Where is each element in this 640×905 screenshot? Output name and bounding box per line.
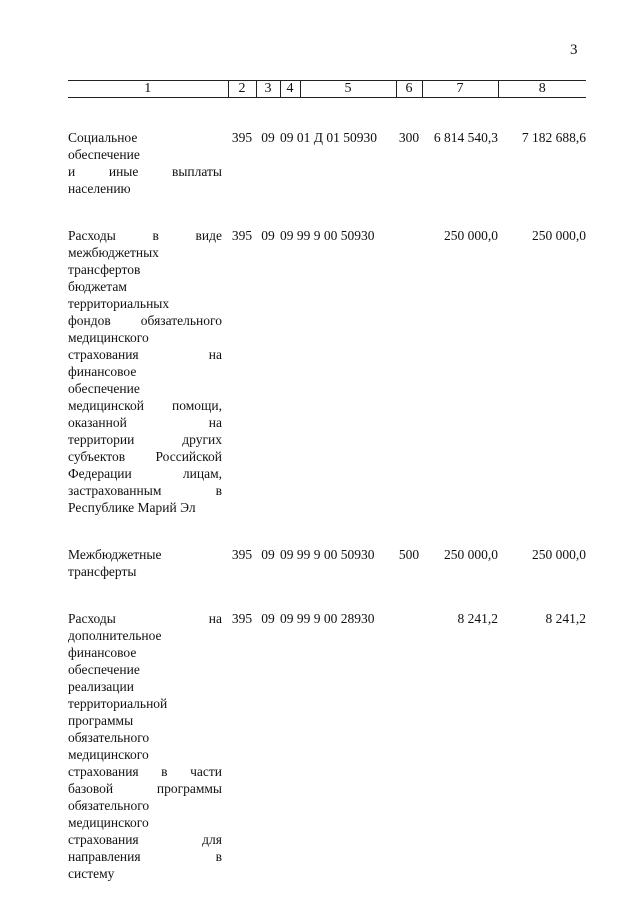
- row-cell-c3: 09: [261, 228, 275, 243]
- budget-table: [68, 80, 586, 882]
- row-name-line: направления в: [68, 849, 222, 864]
- row-name-line: трансферты: [68, 564, 137, 579]
- row-cell-c6: [396, 610, 422, 882]
- row-cell-c6: 300: [398, 130, 420, 145]
- row-name-line: медицинской помощи,: [68, 398, 222, 413]
- row-name-line: оказанной на: [68, 415, 222, 430]
- row-name-line: дополнительное: [68, 628, 162, 643]
- row-name-line: обеспечение: [68, 662, 140, 677]
- row-spacer: [68, 580, 586, 610]
- row-spacer-cell: [68, 580, 586, 610]
- row-name-line: программы: [68, 713, 134, 728]
- row-name-line: фондов обязательного: [68, 313, 222, 328]
- header-row: [68, 81, 586, 98]
- header-col-5: 5: [300, 81, 396, 98]
- row-name-line: медицинского: [68, 747, 149, 762]
- row-name-line: обязательного: [68, 798, 150, 813]
- row-name-line: страхования на: [68, 347, 222, 362]
- row-cell-c3: 09: [261, 130, 275, 145]
- row-name-line: территориальной: [68, 696, 168, 711]
- row-name-line: субъектов Российской: [68, 449, 222, 464]
- row-spacer: [68, 516, 586, 546]
- row-name-line: финансовое: [68, 645, 137, 660]
- row-cell-c45: 09 99 9 00 50930: [280, 228, 375, 243]
- row-spacer-cell: [68, 98, 586, 130]
- row-name-line: Межбюджетные: [68, 547, 162, 562]
- row-cell-c8: 250 000,0: [532, 228, 586, 243]
- row-name-line: обеспечение: [68, 381, 140, 396]
- row-cell-c7: 6 814 540,3: [433, 130, 498, 145]
- table-row: [68, 227, 586, 516]
- row-name-line: медицинского: [68, 815, 149, 830]
- header-col-6: 6: [396, 81, 422, 98]
- row-cell-c45: 09 99 9 00 50930: [280, 547, 375, 562]
- row-cell-c8: 250 000,0: [532, 547, 586, 562]
- row-cell-c2: 395: [231, 547, 253, 562]
- row-name-line: обеспечение: [68, 147, 140, 162]
- header-col-3: 3: [256, 81, 280, 98]
- row-cell-c3: 09: [261, 611, 275, 626]
- row-name-line: страхования для: [68, 832, 222, 847]
- row-name-line: застрахованным в: [68, 483, 222, 498]
- row-name-line: населению: [68, 181, 131, 196]
- row-cell-c6: 500: [398, 547, 420, 562]
- row-cell-c2: 395: [231, 228, 253, 243]
- row-name-line: Республике Марий Эл: [68, 500, 196, 515]
- header-col-2: 2: [228, 81, 256, 98]
- row-name-line: базовой программы: [68, 781, 222, 796]
- header-col-1: 1: [68, 81, 228, 98]
- row-cell-c45: 09 99 9 00 28930: [280, 611, 375, 626]
- row-name-line: реализации: [68, 679, 134, 694]
- row-cell-c7: 8 241,2: [457, 611, 498, 626]
- row-cell-c45: 09 01 Д 01 50930: [280, 130, 377, 145]
- row-name-cell: [68, 610, 228, 882]
- row-cell-c8: 8 241,2: [545, 611, 586, 626]
- row-cell-c8: 7 182 688,6: [521, 130, 586, 145]
- row-name-line: Федерации лицам,: [68, 466, 222, 481]
- row-name-line: территории других: [68, 432, 222, 447]
- table-header: [68, 81, 586, 98]
- row-cell-c2: 395: [231, 130, 253, 145]
- page-number: 3: [570, 42, 578, 58]
- table-row: [68, 129, 586, 197]
- row-cell-c7: 250 000,0: [444, 228, 498, 243]
- row-name-line: Расходы на: [68, 611, 222, 626]
- row-name-cell: [68, 546, 228, 580]
- row-name-line: систему: [68, 866, 115, 881]
- row-name-line: Социальное: [68, 130, 138, 145]
- table-row: [68, 546, 586, 580]
- header-col-4: 4: [280, 81, 300, 98]
- row-name-line: медицинского: [68, 330, 149, 345]
- row-spacer: [68, 98, 586, 130]
- row-name-line: трансфертов: [68, 262, 141, 277]
- row-name-line: межбюджетных: [68, 245, 159, 260]
- row-name-line: территориальных: [68, 296, 170, 311]
- row-cell-c6: [396, 227, 422, 516]
- header-col-8: 8: [498, 81, 586, 98]
- row-cell-c2: 395: [231, 611, 253, 626]
- header-col-7: 7: [422, 81, 498, 98]
- row-name-cell: [68, 227, 228, 516]
- row-spacer: [68, 197, 586, 227]
- row-name-line: страхования в части: [68, 764, 222, 779]
- row-cell-c3: 09: [261, 547, 275, 562]
- row-name-line: Расходы в виде: [68, 228, 222, 243]
- table-row: [68, 610, 586, 882]
- row-cell-c7: 250 000,0: [444, 547, 498, 562]
- table-body: [68, 98, 586, 883]
- row-spacer-cell: [68, 197, 586, 227]
- row-spacer-cell: [68, 516, 586, 546]
- row-name-line: финансовое: [68, 364, 137, 379]
- row-name-line: и иные выплаты: [68, 164, 222, 179]
- row-name-cell: [68, 129, 228, 197]
- row-name-line: обязательного: [68, 730, 150, 745]
- row-name-line: бюджетам: [68, 279, 127, 294]
